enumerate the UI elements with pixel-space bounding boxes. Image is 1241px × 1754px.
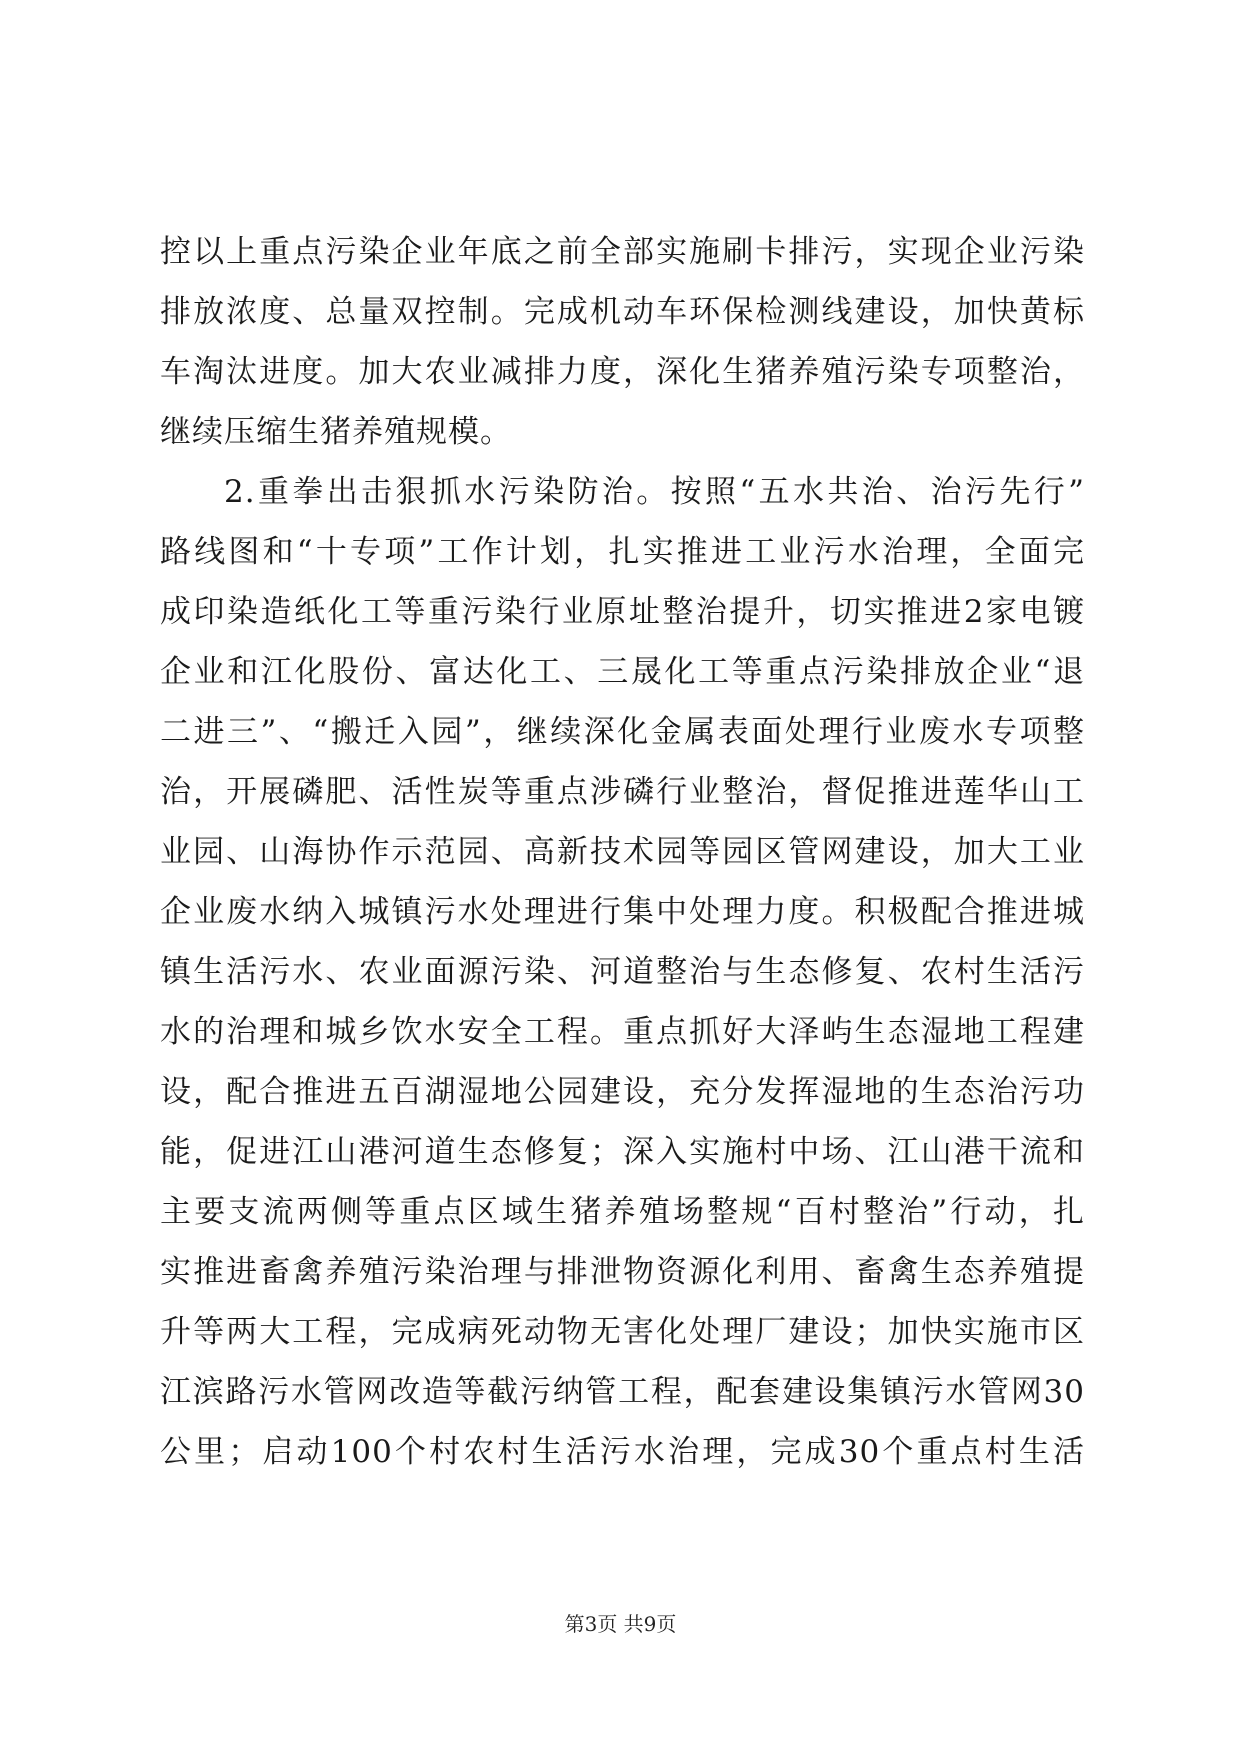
text-line: 二进三”、“搬迁入园”，继续深化金属表面处理行业废水专项整 [160,714,1085,750]
body-text [160,222,1085,1482]
text-line: 车淘汰进度。加大农业减排力度，深化生猪养殖污染专项整治， [160,354,1085,390]
text-line: 企业和江化股份、富达化工、三晟化工等重点污染排放企业“退 [160,654,1085,690]
text-line: 控以上重点污染企业年底之前全部实施刷卡排污，实现企业污染 [160,234,1085,270]
text-line: 能，促进江山港河道生态修复；深入实施村中场、江山港干流和 [160,1134,1085,1170]
text-line: 排放浓度、总量双控制。完成机动车环保检测线建设，加快黄标 [160,294,1085,330]
text-line: 业园、山海协作示范园、高新技术园等园区管网建设，加大工业 [160,834,1085,870]
text-line: 主要支流两侧等重点区域生猪养殖场整规“百村整治”行动，扎 [160,1194,1085,1230]
text-line: 实推进畜禽养殖污染治理与排泄物资源化利用、畜禽生态养殖提 [160,1254,1085,1290]
text-line: 水的治理和城乡饮水安全工程。重点抓好大泽屿生态湿地工程建 [160,1014,1085,1050]
text-line: 继续压缩生猪养殖规模。 [160,414,512,450]
page-number-footer: 第3页 共9页 [564,1612,677,1636]
text-line: 升等两大工程，完成病死动物无害化处理厂建设；加快实施市区 [160,1314,1085,1350]
text-line: 公里；启动100个村农村生活污水治理，完成30个重点村生活 [160,1434,1085,1470]
section-heading-line: 2.重拳出击狠抓水污染防治。按照“五水共治、治污先行” [224,474,1085,510]
text-line: 成印染造纸化工等重污染行业原址整治提升，切实推进2家电镀 [160,594,1085,630]
text-line: 设，配合推进五百湖湿地公园建设，充分发挥湿地的生态治污功 [160,1074,1085,1110]
text-line: 镇生活污水、农业面源污染、河道整治与生态修复、农村生活污 [160,954,1085,990]
text-line: 路线图和“十专项”工作计划，扎实推进工业污水治理，全面完 [160,534,1085,570]
text-line: 治，开展磷肥、活性炭等重点涉磷行业整治，督促推进莲华山工 [160,774,1085,810]
text-line: 江滨路污水管网改造等截污纳管工程，配套建设集镇污水管网30 [160,1374,1085,1410]
text-line: 企业废水纳入城镇污水处理进行集中处理力度。积极配合推进城 [160,894,1085,930]
